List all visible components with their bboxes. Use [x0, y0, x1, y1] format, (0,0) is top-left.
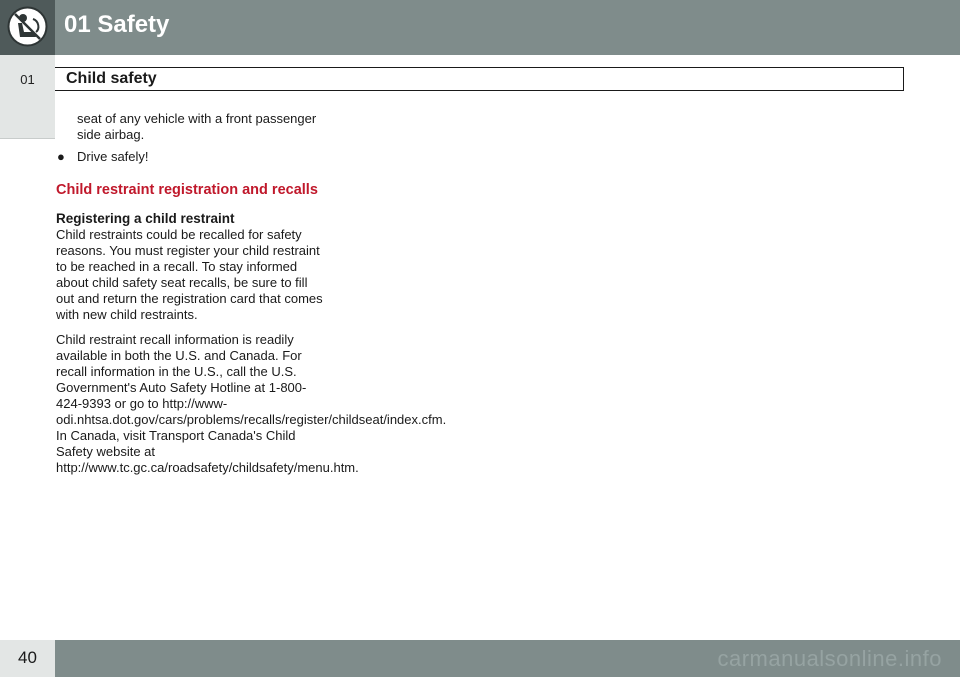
header-bar — [0, 0, 960, 55]
bullet-item — [56, 149, 326, 165]
section-title: Child safety — [66, 70, 157, 87]
chapter-side-tab — [0, 55, 55, 139]
bullet-text: Drive safely! — [77, 149, 149, 164]
airbag-seat-icon — [6, 5, 49, 48]
page-number: 40 — [18, 648, 37, 667]
page-number-tab — [0, 640, 55, 677]
chapter-title: 01 Safety — [64, 11, 170, 38]
bullet-dot-icon: ● — [57, 149, 65, 164]
chapter-icon-box — [0, 0, 55, 55]
watermark: carmanualsonline.info — [717, 646, 942, 671]
subheading: Registering a child restraint — [56, 211, 235, 226]
main-content — [56, 111, 447, 485]
paragraph-recall-info: Child restraint recall information is readily available in both the U.S. and Canada. For recall information in the U.S., call the U.S. Government's Auto Safety Hotline at 1-800-424-9393 or go to http://www-odi.nhtsa.dot.gov/cars/problems/recalls/register/childseat/index.cfm. In Canada, visit Transport Canada's Child Safety website at http://www.tc.gc.ca/roadsafety/childsafety/menu.htm. — [56, 332, 447, 475]
section-title-box — [55, 67, 904, 91]
continued-text: seat of any vehicle with a front passenger side airbag. — [77, 111, 317, 142]
paragraph-registration: Child restraints could be recalled for safety reasons. You must register your child restraint to be reached in a recall. To stay informed about child safety seat recalls, be sure to fill out and return the registration card that comes with new child restraints. — [56, 227, 323, 322]
section-heading: Child restraint registration and recalls — [56, 182, 318, 198]
side-tab-label: 01 — [20, 72, 35, 87]
footer-bar — [0, 640, 960, 677]
